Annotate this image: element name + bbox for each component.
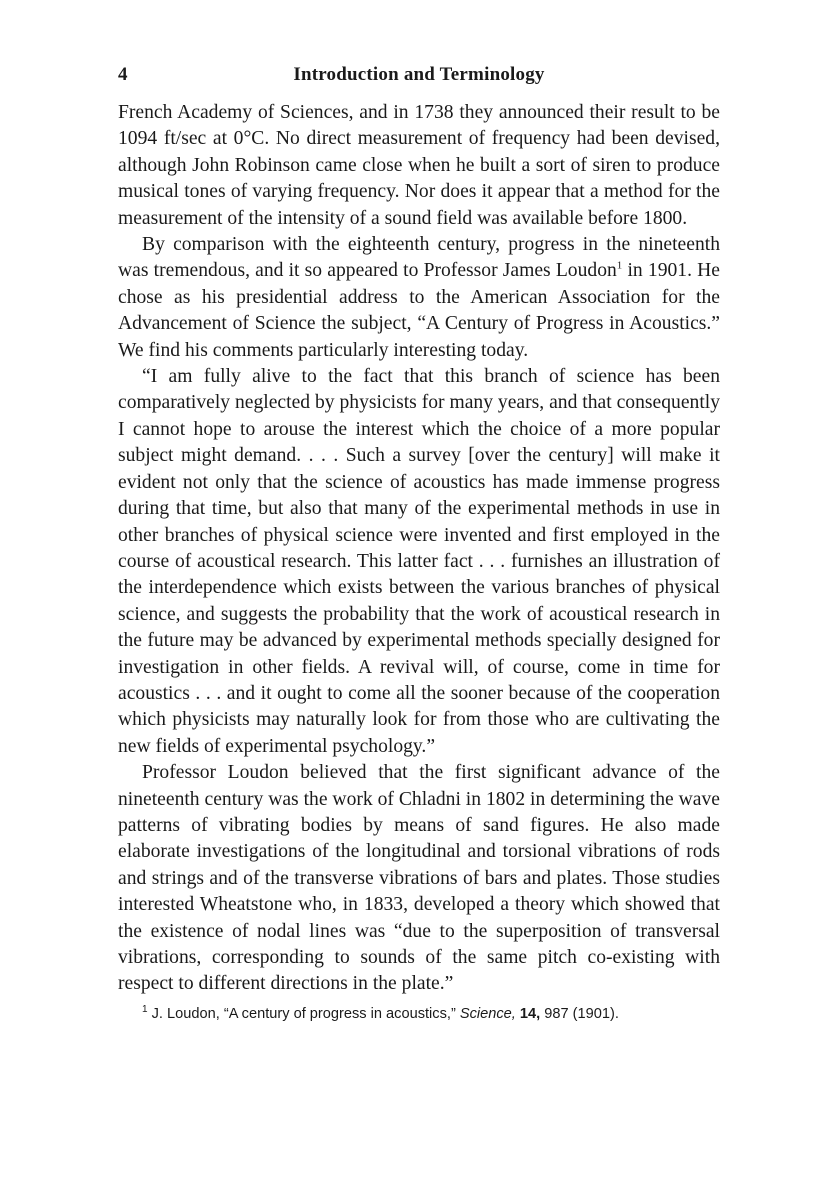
footnote-author: J. Loudon, “A century of progress in acoustics,”: [147, 1005, 460, 1022]
footnote-pages-year: 987 (1901).: [540, 1005, 619, 1022]
running-head: [118, 60, 720, 90]
paragraph-loudon-intro-before: By comparison with the eighteenth century, progress in the nineteenth was tremendous, and it so appeared to Professor James Loudon: [118, 234, 720, 282]
page-number: 4: [118, 64, 128, 85]
footnote-reference: 1: [616, 259, 623, 272]
paragraph-loudon-intro: [118, 232, 720, 364]
footnote-journal: Science,: [459, 1005, 516, 1022]
paragraph-loudon-intro-after: in 1901. He chose as his presidential address to the American Association for the Advancement of Science the subject, “A Century of Progress in Acoustics.” We find his comments particularly interesting today.: [118, 260, 721, 361]
body-text: [118, 100, 720, 998]
footnote: [118, 1004, 720, 1024]
book-page: [118, 60, 720, 1024]
footnote-volume: 14,: [519, 1005, 541, 1022]
footnote-mark: 1: [142, 1003, 148, 1015]
running-title: Introduction and Terminology: [293, 64, 545, 85]
paragraph-continuation: French Academy of Sciences, and in 1738 they announced their result to be 1094 ft/sec at 0°C. No direct measurement of frequency had been devised, although John Robinson came close when he built a sort of siren to produce musical tones of varying frequency. Nor does it appear that a method for the measurement of the intensity of a sound field was available before 1800.: [118, 102, 720, 229]
paragraph-quotation: “I am fully alive to the fact that this branch of science has been comparatively neglected by physicists for many years, and that consequently I cannot hope to arouse the interest which the choice of a more popular subject might demand. . . . Such a survey [over the century] will make it evident not only that the science of acoustics has made immense progress during that time, but also that many of the experimental methods in use in other branches of physical science were invented and first employed in the course of acoustical research. This latter fact . . . furnishes an illustration of the interdependence which exists between the various branches of physical science, and suggests the probability that the work of acoustical research in the future may be advanced by experimental methods specially designed for investigation in other fields. A revival will, of course, come in time for acoustics . . . and it ought to come all the sooner because of the cooperation which physicists may naturally look for from those who are cultivating the new fields of experimental psychology.”: [118, 366, 720, 757]
paragraph-chladni: Professor Loudon believed that the first significant advance of the nineteenth century was the work of Chladni in 1802 in determining the wave patterns of vibrating bodies by means of sand figures. He also made elaborate investigations of the longitudinal and torsional vibrations of rods and strings and of the transverse vibrations of bars and plates. Those studies interested Wheatstone who, in 1833, developed a theory which showed that the existence of nodal lines was “due to the superposition of transversal vibrations, corresponding to sounds of the same pitch co-existing with respect to different directions in the plate.”: [118, 762, 720, 995]
